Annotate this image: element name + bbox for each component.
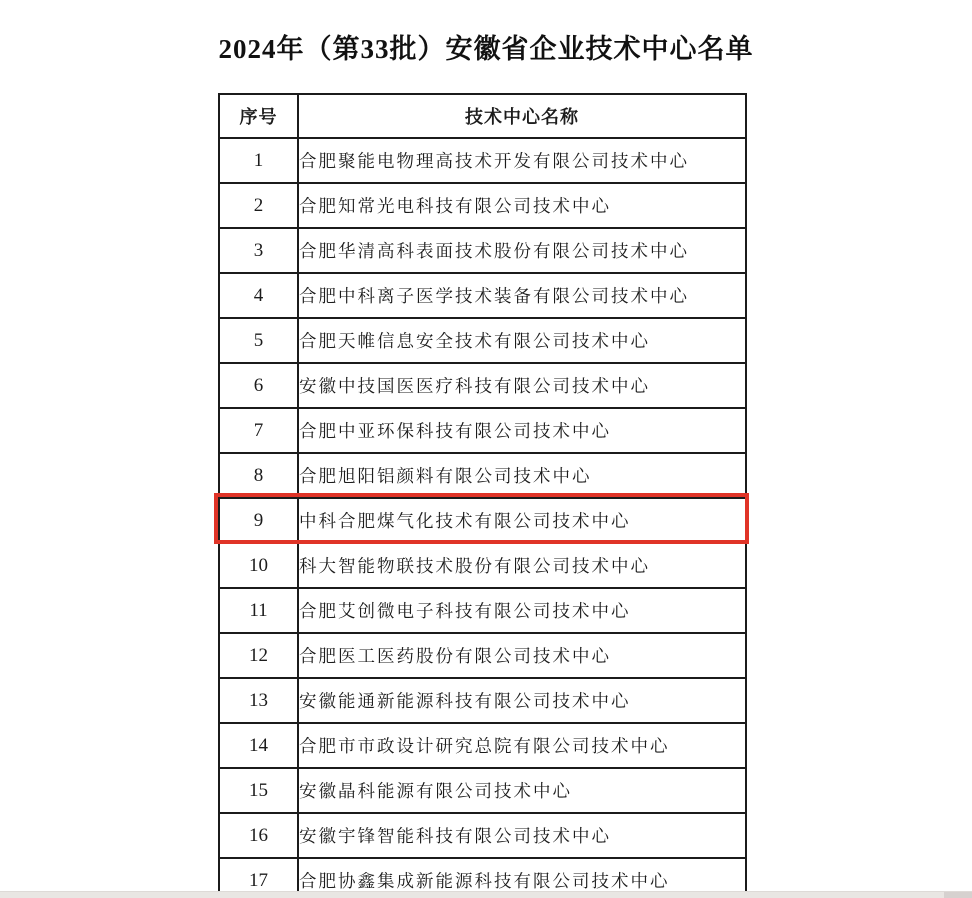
table-row <box>219 678 746 723</box>
cell-serial-number: 16 <box>219 813 298 858</box>
horizontal-scrollbar-track[interactable] <box>0 891 972 898</box>
table-row <box>219 228 746 273</box>
cell-serial-number: 9 <box>219 498 298 543</box>
cell-center-name: 合肥华清高科表面技术股份有限公司技术中心 <box>298 228 746 273</box>
table-row <box>219 813 746 858</box>
cell-center-name: 合肥聚能电物理高技术开发有限公司技术中心 <box>298 138 746 183</box>
table-row <box>219 408 746 453</box>
table-row <box>219 633 746 678</box>
cell-center-name: 安徽宇锋智能科技有限公司技术中心 <box>298 813 746 858</box>
cell-serial-number: 13 <box>219 678 298 723</box>
header-serial-number: 序号 <box>219 94 298 138</box>
cell-serial-number: 1 <box>219 138 298 183</box>
cell-center-name: 中科合肥煤气化技术有限公司技术中心 <box>298 498 746 543</box>
table-row <box>219 723 746 768</box>
cell-center-name: 合肥艾创微电子科技有限公司技术中心 <box>298 588 746 633</box>
table-row <box>219 453 746 498</box>
cell-center-name: 合肥协鑫集成新能源科技有限公司技术中心 <box>298 858 746 898</box>
table-row-highlighted <box>219 498 746 543</box>
table-row <box>219 273 746 318</box>
tech-center-table <box>218 93 747 898</box>
cell-serial-number: 15 <box>219 768 298 813</box>
cell-serial-number: 14 <box>219 723 298 768</box>
cell-serial-number: 2 <box>219 183 298 228</box>
cell-serial-number: 3 <box>219 228 298 273</box>
cell-serial-number: 6 <box>219 363 298 408</box>
header-center-name: 技术中心名称 <box>298 94 746 138</box>
table-header-row <box>219 94 746 138</box>
cell-serial-number: 5 <box>219 318 298 363</box>
document-title: 2024年（第33批）安徽省企业技术中心名单 <box>218 34 754 64</box>
cell-center-name: 合肥旭阳铝颜料有限公司技术中心 <box>298 453 746 498</box>
cell-serial-number: 8 <box>219 453 298 498</box>
cell-center-name: 合肥天帷信息安全技术有限公司技术中心 <box>298 318 746 363</box>
table-row <box>219 768 746 813</box>
cell-serial-number: 10 <box>219 543 298 588</box>
cell-serial-number: 4 <box>219 273 298 318</box>
cell-serial-number: 12 <box>219 633 298 678</box>
table-row <box>219 183 746 228</box>
cell-serial-number: 11 <box>219 588 298 633</box>
cell-center-name: 合肥知常光电科技有限公司技术中心 <box>298 183 746 228</box>
cell-serial-number: 17 <box>219 858 298 898</box>
table-row <box>219 543 746 588</box>
horizontal-scrollbar-thumb[interactable] <box>944 892 972 898</box>
table-row <box>219 363 746 408</box>
table-row <box>219 318 746 363</box>
cell-center-name: 合肥医工医药股份有限公司技术中心 <box>298 633 746 678</box>
cell-center-name: 科大智能物联技术股份有限公司技术中心 <box>298 543 746 588</box>
cell-center-name: 安徽晶科能源有限公司技术中心 <box>298 768 746 813</box>
cell-center-name: 合肥中亚环保科技有限公司技术中心 <box>298 408 746 453</box>
cell-serial-number: 7 <box>219 408 298 453</box>
cell-center-name: 安徽中技国医医疗科技有限公司技术中心 <box>298 363 746 408</box>
cell-center-name: 合肥中科离子医学技术装备有限公司技术中心 <box>298 273 746 318</box>
cell-center-name: 安徽能通新能源科技有限公司技术中心 <box>298 678 746 723</box>
cell-center-name: 合肥市市政设计研究总院有限公司技术中心 <box>298 723 746 768</box>
table-row <box>219 138 746 183</box>
table-row <box>219 588 746 633</box>
